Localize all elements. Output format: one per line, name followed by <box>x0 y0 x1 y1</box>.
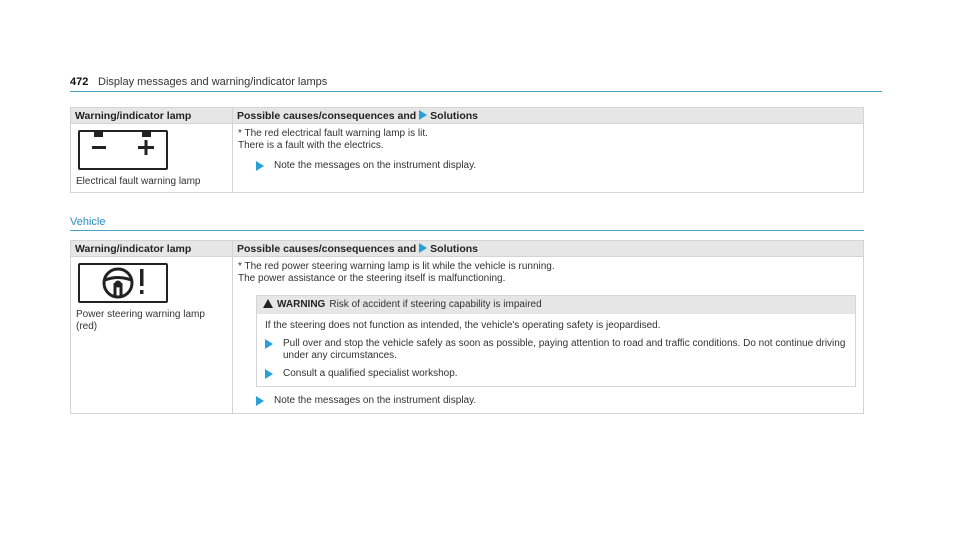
warning-step-text: Consult a qualified specialist workshop. <box>283 368 458 379</box>
cause-text: * The red electrical fault warning lamp is lit. There is a fault with the electrics. <box>238 128 428 151</box>
solutions-header-text: Solutions <box>430 109 479 122</box>
causes-header-text: Possible causes/consequences and <box>237 242 417 255</box>
warning-body <box>257 314 855 386</box>
column-header-lamp: Warning/indicator lamp <box>71 108 233 124</box>
solution-step <box>256 160 858 172</box>
arrow-icon <box>265 369 273 379</box>
warning-triangle-icon <box>263 299 273 308</box>
warning-label: WARNING <box>277 299 326 310</box>
battery-icon <box>78 130 168 170</box>
page-number: 472 <box>70 76 89 88</box>
lamp-label: Electrical fault warning lamp <box>76 176 201 187</box>
causes-cell <box>233 257 864 414</box>
lamp-cell <box>71 257 233 414</box>
lamp-cell <box>71 124 233 193</box>
warning-table-steering <box>70 240 864 414</box>
warning-title: Risk of accident if steering capability is impaired <box>329 299 542 310</box>
causes-cell <box>233 124 864 193</box>
column-header-causes <box>233 108 864 124</box>
warning-step <box>265 368 847 380</box>
arrow-icon <box>256 161 264 171</box>
arrow-icon <box>419 110 427 120</box>
warning-box <box>256 295 856 387</box>
warning-text: If the steering does not function as intended, the vehicle's operating safety is jeopardised. <box>265 320 661 331</box>
warning-step-text: Pull over and stop the vehicle safely as soon as possible, paying attention to road and traffic conditions. Do not continue driving under any circumstances. <box>283 338 846 361</box>
section-title: Vehicle <box>70 216 864 231</box>
solution-text: Note the messages on the instrument display. <box>274 160 477 171</box>
lamp-label: Power steering warning lamp (red) <box>76 309 205 332</box>
warning-header <box>257 296 855 314</box>
warning-step <box>265 338 847 362</box>
page-header <box>70 73 882 92</box>
solution-text: Note the messages on the instrument display. <box>274 395 477 406</box>
arrow-icon <box>256 396 264 406</box>
causes-header-text: Possible causes/consequences and <box>237 109 417 122</box>
column-header-causes <box>233 241 864 257</box>
arrow-icon <box>265 339 273 349</box>
cause-text: * The red power steering warning lamp is lit while the vehicle is running. The power assistance or the steering itself is malfunctioning. <box>238 261 555 284</box>
solution-step <box>256 395 858 407</box>
solutions-header-text: Solutions <box>430 242 479 255</box>
page-title: Display messages and warning/indicator lamps <box>98 76 328 88</box>
column-header-lamp: Warning/indicator lamp <box>71 241 233 257</box>
arrow-icon <box>419 243 427 253</box>
steering-wheel-warning-icon <box>78 263 168 303</box>
warning-table-electrical <box>70 107 864 193</box>
